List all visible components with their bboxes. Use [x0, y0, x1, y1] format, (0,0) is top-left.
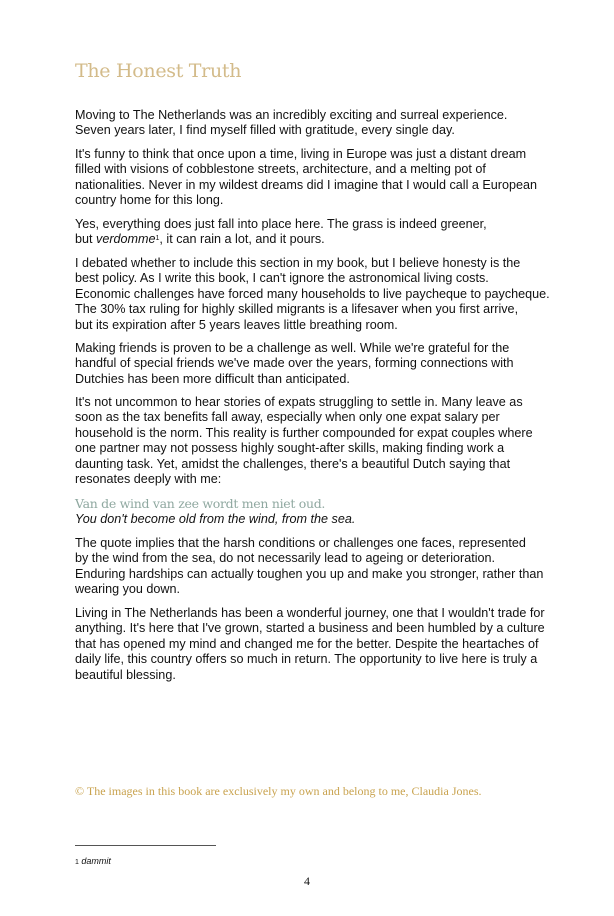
text-line: handful of special friends we've made over the years, forming connections with [75, 356, 514, 371]
section-title: The Honest Truth [75, 60, 242, 82]
text-line: daunting task. Yet, amidst the challenges, there's a beautiful Dutch saying that [75, 456, 511, 471]
paragraph-making-friends [75, 341, 565, 387]
footnote-text: dammit [81, 856, 111, 866]
text-line: filled with visions of cobblestone streets, architecture, and a melting pot of [75, 162, 486, 177]
paragraph-grass-greener [75, 217, 565, 248]
text-line: anything. It's here that I've grown, started a business and been humbled by a culture [75, 621, 545, 636]
italic-word-verdomme: verdomme [96, 232, 156, 247]
text-segment: , it can rain a lot, and it pours. [159, 232, 325, 247]
text-line: wearing you down. [75, 582, 181, 597]
text-line: household is the norm. This reality is further compounded for expat couples where [75, 425, 533, 440]
text-line: beautiful blessing. [75, 667, 176, 682]
footnote-number: 1 [75, 859, 79, 866]
text-line: Enduring hardships can actually toughen you up and make you stronger, rather than [75, 566, 544, 581]
text-line: Dutchies has been more difficult than anticipated. [75, 371, 350, 386]
text-line: best policy. As I write this book, I can't ignore the astronomical living costs. [75, 271, 489, 286]
copyright-notice: © The images in this book are exclusively my own and belong to me, Claudia Jones. [75, 784, 482, 798]
footnote [75, 856, 111, 866]
text-line: Living in The Netherlands has been a wonderful journey, one that I wouldn't trade for [75, 606, 545, 620]
paragraph-living-costs [75, 256, 565, 333]
text-line: nationalities. Never in my wildest dreams did I imagine that I would call a European [75, 177, 538, 192]
text-line: The 30% tax ruling for highly skilled migrants is a lifesaver when you first arrive, [75, 302, 519, 317]
text-line: that has opened my mind and changed me for the better. Despite the heartaches of [75, 636, 539, 651]
footnote-reference[interactable]: 1 [155, 235, 160, 243]
dutch-quote: Van de wind van zee wordt men niet oud. [75, 496, 326, 511]
text-line: Seven years later, I find myself filled with gratitude, every single day. [75, 123, 455, 138]
footnote-divider [75, 845, 216, 846]
text-line: Economic challenges have forced many households to live paycheque to paycheque. [75, 286, 550, 301]
paragraph-intro [75, 108, 565, 139]
text-line: daily life, this country offers so much in return. The opportunity to live here is truly a [75, 652, 538, 667]
text-line: The quote implies that the harsh conditions or challenges one faces, represented [75, 536, 526, 550]
text-line: Making friends is proven to be a challenge as well. While we're grateful for the [75, 341, 510, 355]
text-line: but its expiration after 5 years leaves little breathing room. [75, 317, 398, 332]
paragraph-quote-meaning [75, 536, 565, 598]
text-line [75, 232, 565, 247]
text-line: Moving to The Netherlands was an incredibly exciting and surreal experience. [75, 108, 508, 122]
text-line: I debated whether to include this section in my book, but I believe honesty is the [75, 256, 521, 270]
text-line: country home for this long. [75, 193, 224, 208]
text-line: soon as the tax benefits fall away, especially when only one expat salary per [75, 410, 500, 425]
text-line: one partner may not possess highly sought-after skills, making finding work a [75, 441, 505, 456]
text-line: It's funny to think that once upon a time, living in Europe was just a distant dream [75, 147, 527, 161]
quote-translation: You don't become old from the wind, from the sea. [75, 512, 356, 526]
paragraph-europe-dream [75, 147, 565, 209]
text-line: It's not uncommon to hear stories of expats struggling to settle in. Many leave as [75, 395, 523, 409]
text-line: Yes, everything does just fall into place here. The grass is indeed greener, [75, 217, 487, 231]
paragraph-wonderful-journey [75, 606, 565, 683]
paragraph-expats-struggling [75, 395, 565, 487]
page-number: 4 [304, 874, 310, 888]
text-line: by the wind from the sea, do not necessarily lead to ageing or deterioration. [75, 551, 496, 566]
text-segment: but [75, 232, 97, 247]
text-line: resonates deeply with me: [75, 472, 222, 487]
